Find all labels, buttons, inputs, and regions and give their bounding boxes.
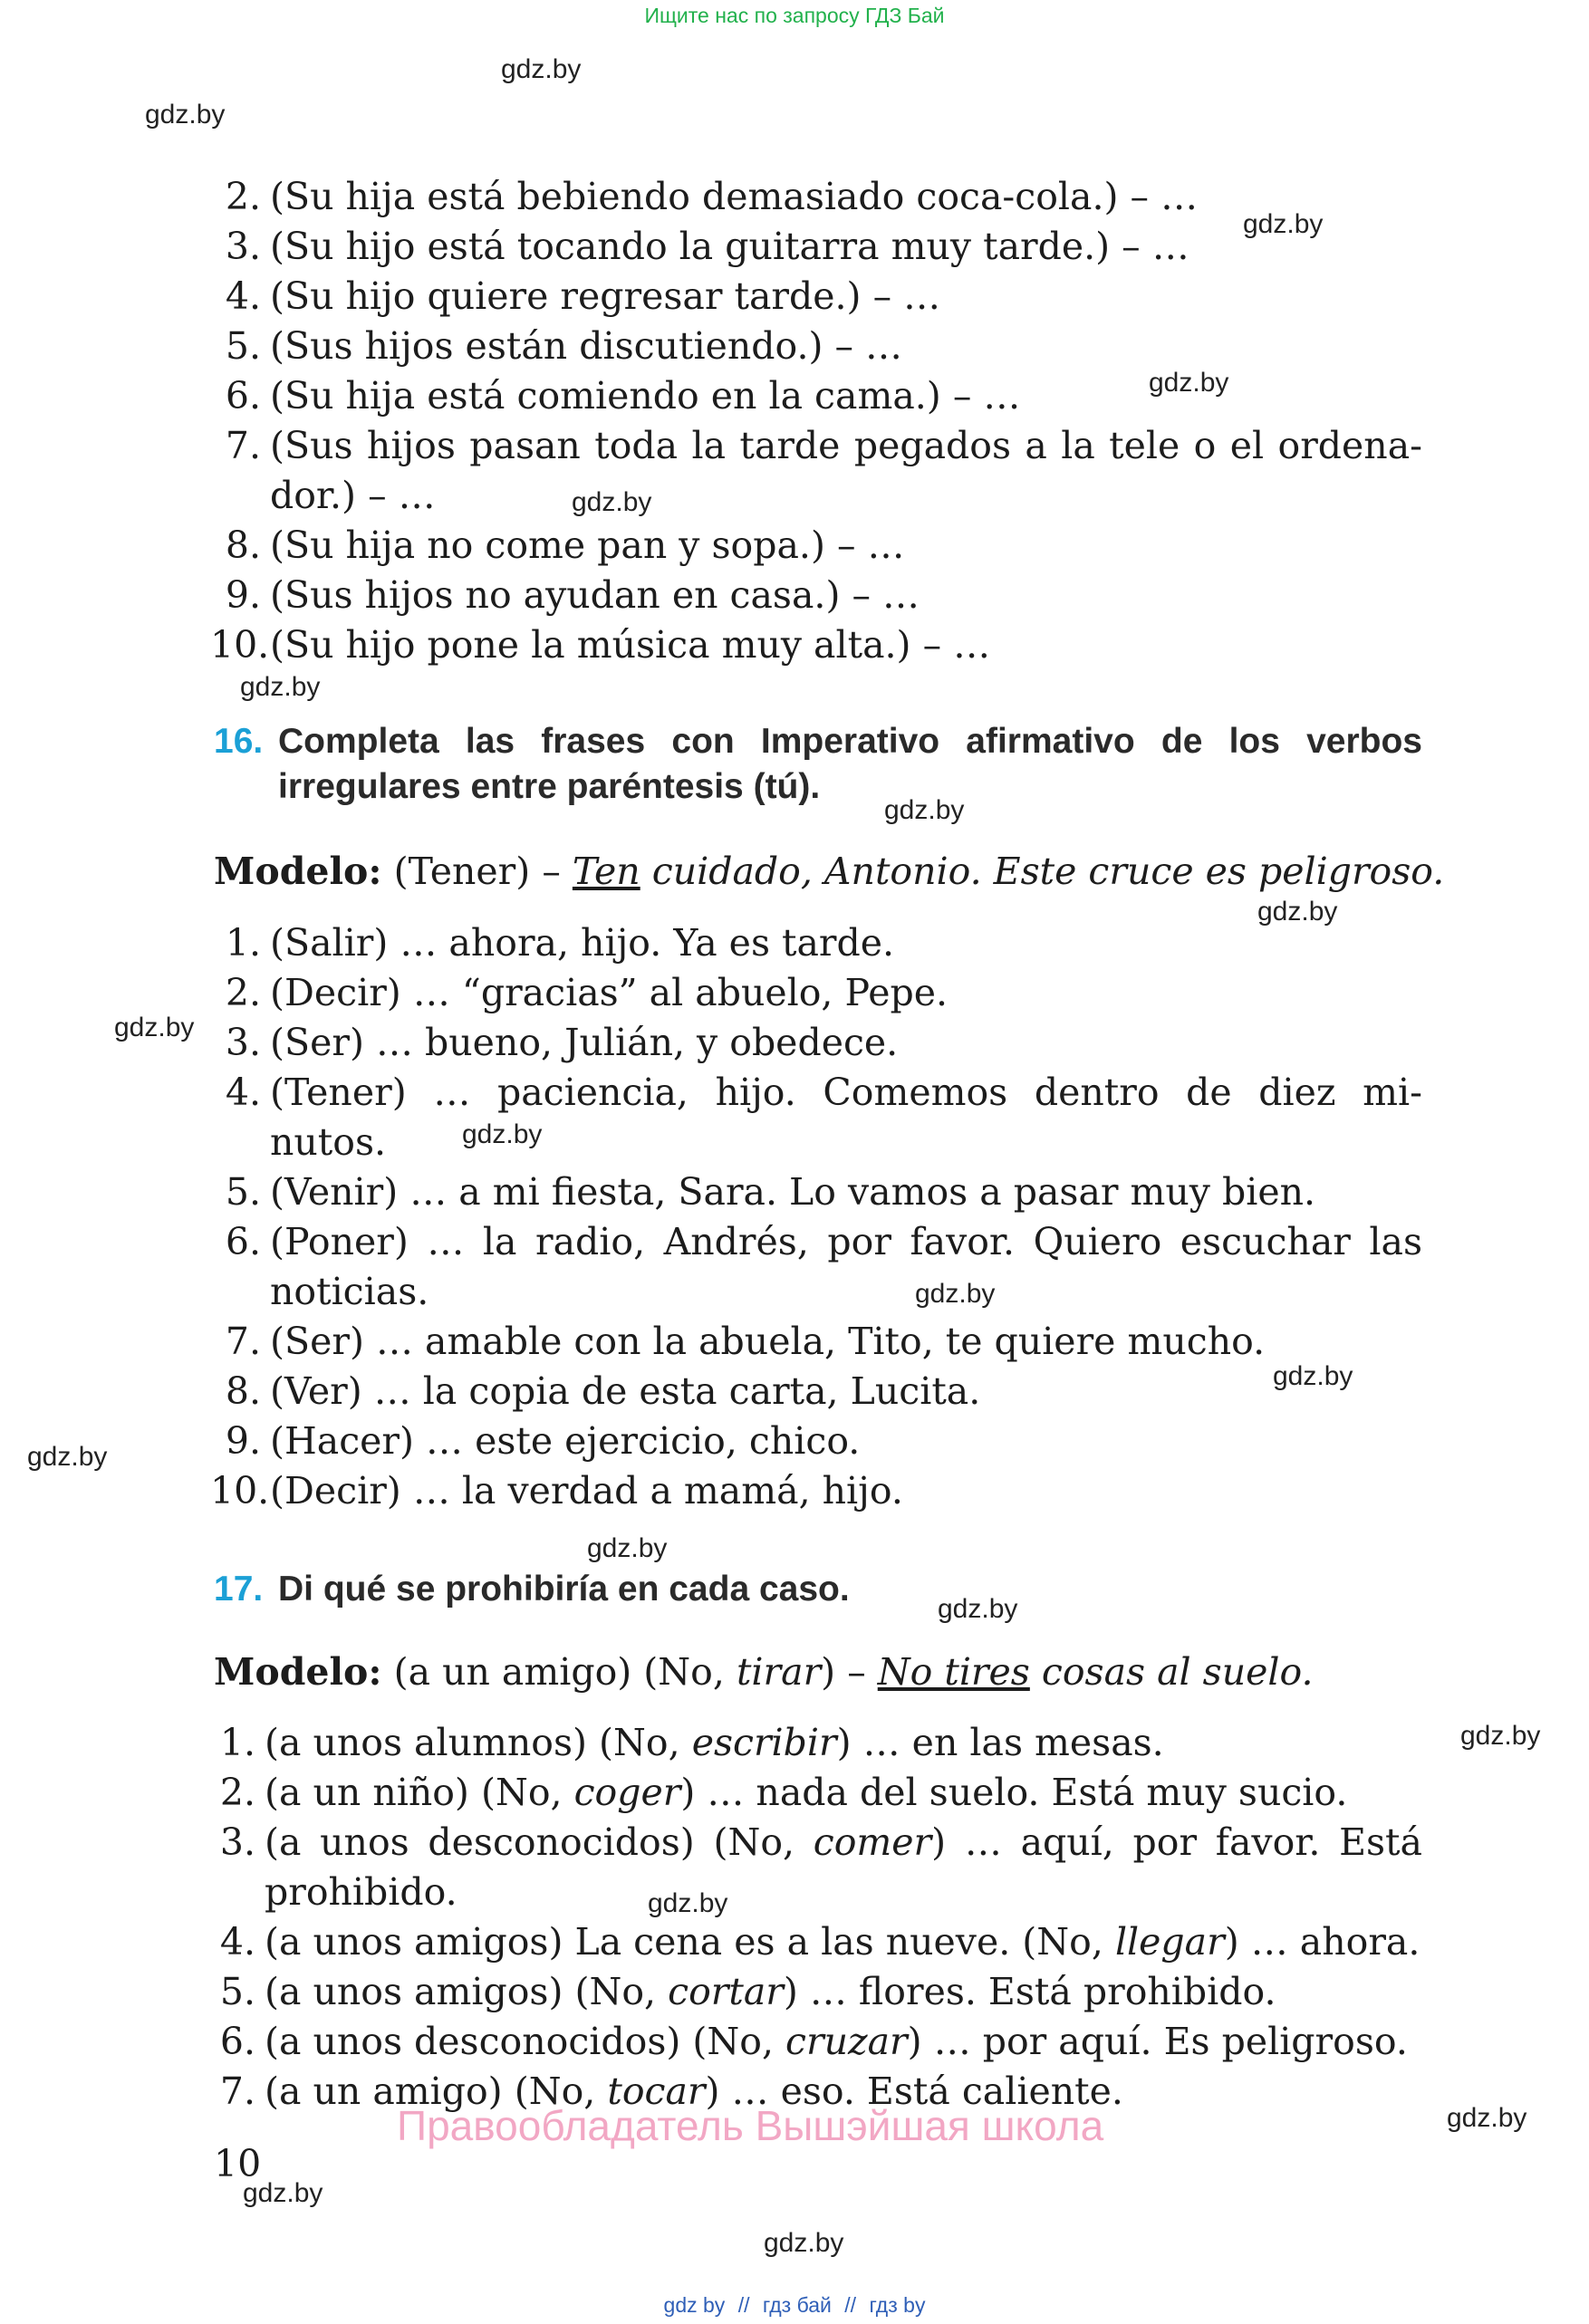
watermark: gdz.by [462,1119,543,1149]
separator: // [737,2293,750,2317]
list-item: 5. (a unos amigos) (No, cortar) … flores. Está prohibido. [219,1970,1276,2013]
list-item: 2. (Decir) … “gracias” al abuelo, Pepe. [225,971,949,1014]
watermark: gdz.by [1243,209,1324,239]
exercise-16-instruction: irregulares entre paréntesis (tú). [278,767,821,806]
bottom-links [0,2293,1589,2318]
list-item: 8. (Su hija no come pan y sopa.) – … [225,523,905,567]
list-item-text: prohibido. [265,1870,457,1914]
list-item: 3. (Su hijo está tocando la guitarra muy tarde.) – … [225,225,1189,268]
exercise-16-instruction: Completa las frases con Imperativo afirmativo de los verbos [278,722,1422,761]
watermark: gdz.by [1273,1361,1353,1391]
copyright-notice: Правообладатель Вышэйшая школа [397,2102,1104,2149]
watermark: gdz.by [572,487,652,517]
separator: // [844,2293,857,2317]
exercise-16-modelo: Modelo: (Tener) – Ten cuidado, Antonio. Este cruce es peligroso. [214,850,1445,893]
watermark: gdz.by [145,100,226,130]
list-item-text: (Tener) … paciencia, hijo. Comemos dentro de diez mi- [270,1071,1422,1114]
list-item: 3. (Ser) … bueno, Julián, y obedece. [225,1021,899,1064]
watermark: gdz.by [915,1279,996,1309]
watermark: gdz.by [938,1594,1018,1624]
list-item: 6. (a unos desconocidos) (No, cruzar) … por aquí. Es peligroso. [219,2020,1408,2063]
list-item: 7. [225,424,261,467]
exercise-16-number: 16. [214,722,264,761]
list-item-text: nutos. [270,1120,387,1164]
watermark: gdz.by [501,54,582,84]
top-banner-link[interactable]: Ищите нас по запросу ГДЗ Бай [644,4,945,27]
list-item: 6. (Su hija está comiendo en la cama.) – … [225,374,1021,418]
list-item: 10.(Su hijo pone la música muy alta.) – … [210,623,991,667]
list-item: 6. [225,1220,261,1263]
page-number: 10 [214,2142,262,2185]
watermark: gdz.by [764,2228,844,2258]
list-item-text: noticias. [270,1270,429,1313]
list-item: 2. (a un niño) (No, coger) … nada del suelo. Está muy sucio. [219,1771,1348,1814]
list-item: 3. [219,1820,255,1864]
list-item: 9. (Hacer) … este ejercicio, chico. [225,1419,861,1463]
list-item: 4. [225,1071,261,1114]
exercise-17-instruction: Di qué se prohibiría en cada caso. [278,1570,850,1609]
list-item: 7. (a un amigo) (No, tocar) … eso. Está caliente. [219,2070,1123,2113]
list-item: 7. (Ser) … amable con la abuela, Tito, te quiere mucho. [225,1320,1266,1363]
watermark: gdz.by [1447,2103,1527,2133]
watermark: gdz.by [1149,368,1229,398]
list-item: 1. (a unos alumnos) (No, escribir) … en las mesas. [219,1721,1164,1764]
list-item: 1. (Salir) … ahora, hijo. Ya es tarde. [225,921,895,965]
exercise-17-modelo: Modelo: (a un amigo) (No, tirar) – No tires cosas al suelo. [214,1650,1314,1694]
list-item: 8. (Ver) … la copia de esta carta, Lucita. [225,1369,981,1413]
list-item: 10.(Decir) … la verdad a mamá, hijo. [210,1469,903,1513]
watermark: gdz.by [884,795,965,825]
watermark: gdz.by [240,672,321,702]
list-item: 4. (a unos amigos) La cena es a las nueve. (No, llegar) … ahora. [219,1920,1420,1964]
list-item: 5. (Venir) … a mi fiesta, Sara. Lo vamos a pasar muy bien. [225,1170,1316,1214]
watermark: gdz.by [587,1533,668,1563]
exercise-17-number: 17. [214,1570,264,1609]
list-item-text: dor.) – … [270,474,436,517]
bottom-link[interactable]: гдз бай [762,2293,832,2317]
list-item: 5. (Sus hijos están discutiendo.) – … [225,324,903,368]
list-item: 9. (Sus hijos no ayudan en casa.) – … [225,573,920,617]
list-item-text: (Sus hijos pasan toda la tarde pegados a la tele o el ordena- [270,424,1422,467]
watermark: gdz.by [1257,897,1338,927]
watermark: gdz.by [114,1013,195,1042]
bottom-link[interactable]: гдз by [869,2293,926,2317]
watermark: gdz.by [1460,1721,1541,1751]
list-item: 2. (Su hija está bebiendo demasiado coca-cola.) – … [225,175,1199,218]
list-item-text: (Poner) … la radio, Andrés, por favor. Quiero escuchar las [270,1220,1422,1263]
bottom-link[interactable]: gdz by [663,2293,726,2317]
watermark: gdz.by [648,1888,728,1918]
watermark: gdz.by [243,2178,323,2208]
watermark: gdz.by [27,1442,108,1472]
list-item: 4. (Su hijo quiere regresar tarde.) – … [225,274,941,318]
list-item-text: (a unos desconocidos) (No, comer) … aquí, por favor. Está [265,1820,1422,1864]
